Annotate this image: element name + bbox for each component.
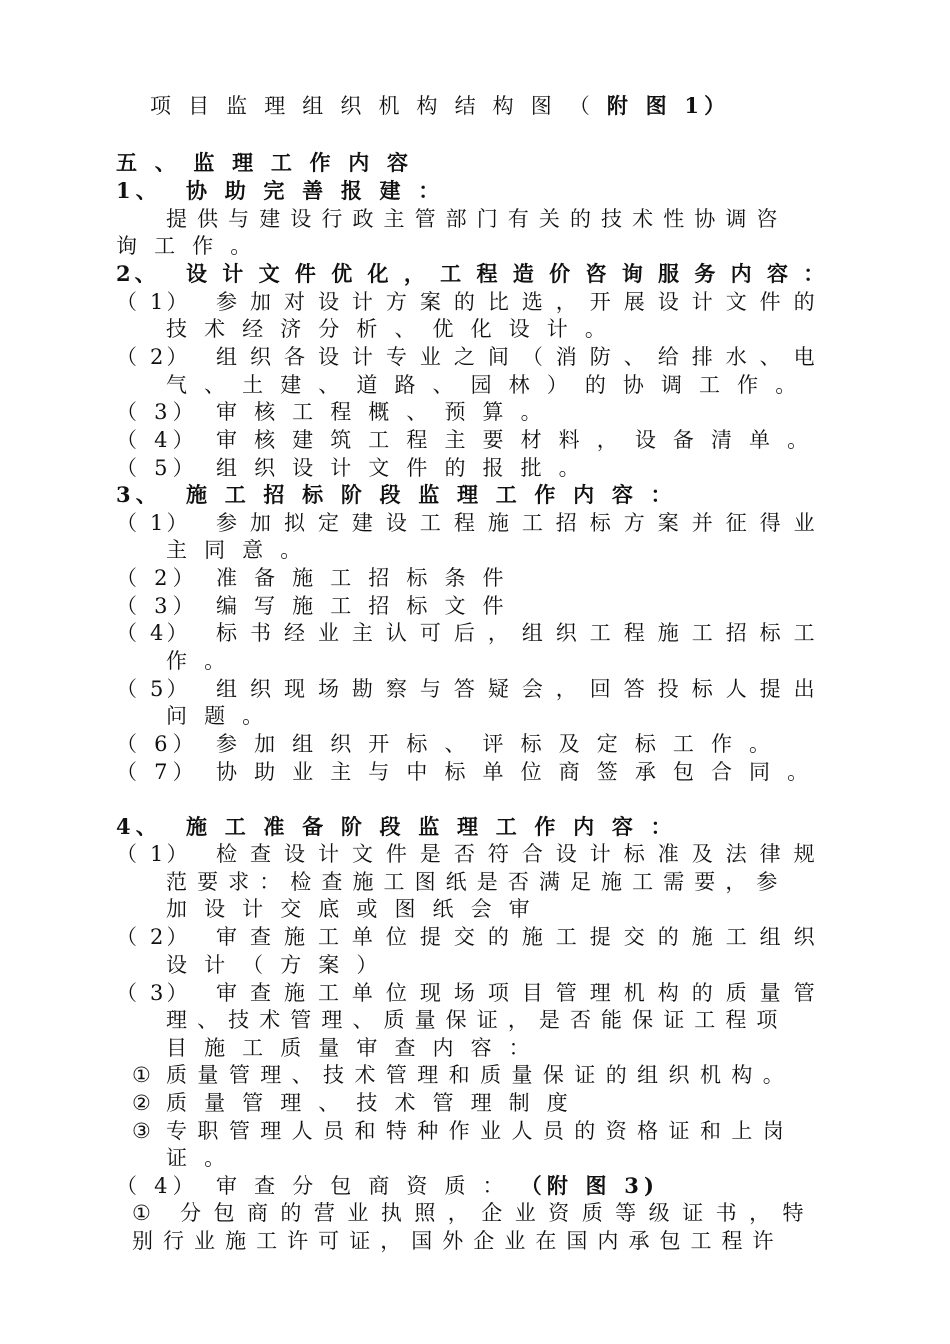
list-item <box>116 592 509 620</box>
item-number: （ 2） <box>116 925 191 949</box>
item-number: （ 4） <box>116 1174 199 1198</box>
item-text: 参 加 对 设 计 方 案 的 比 选 ， 开 展 设 计 文 件 的 <box>216 290 818 314</box>
list-item <box>116 454 585 482</box>
circled-number: ① <box>132 1201 154 1225</box>
circled-number: ③ <box>132 1119 153 1143</box>
caption-text: 项 目 监 理 组 织 机 构 结 构 图 （ <box>150 94 596 118</box>
list-item <box>116 675 818 703</box>
list-item-continuation: 设 计 （ 方 案 ） <box>166 953 383 977</box>
item-text: 审 查 分 包 商 资 质 ： <box>216 1174 509 1198</box>
item-text: 分 包 商 的 营 业 执 照 ， 企 业 资 质 等 级 证 书 ， 特 <box>180 1201 807 1225</box>
sub-list-item <box>132 1089 573 1117</box>
subsection-heading <box>116 813 677 841</box>
circled-number: ② <box>132 1091 157 1115</box>
list-item-continuation: 问 题 。 <box>166 704 269 728</box>
subsection-number: 4、 <box>116 814 163 839</box>
item-text: 审 核 工 程 概 、 预 算 。 <box>216 400 547 424</box>
list-item-continuation: 范 要 求 ： 检 查 施 工 图 纸 是 否 满 足 施 工 需 要 ， 参 <box>166 870 780 894</box>
list-item-continuation: 理 、 技 术 管 理 、 质 量 保 证 ， 是 否 能 保 证 工 程 项 <box>166 1008 780 1032</box>
item-number: （ 3） <box>116 981 191 1005</box>
list-item <box>116 426 813 454</box>
subsection-heading <box>116 177 444 205</box>
item-number: （ 2） <box>116 345 191 369</box>
figure-reference: （附 图 3) <box>520 1173 660 1198</box>
item-number: （ 7） <box>116 760 199 784</box>
list-item <box>116 398 547 426</box>
item-text: 协 助 业 主 与 中 标 单 位 商 签 承 包 合 同 。 <box>216 760 814 784</box>
subsection-title: 施 工 准 备 阶 段 监 理 工 作 内 容 ： <box>186 814 677 839</box>
list-item <box>116 730 775 758</box>
list-item <box>116 758 813 786</box>
item-number: （ 5） <box>116 677 191 701</box>
item-text: 编 写 施 工 招 标 文 件 <box>216 594 509 618</box>
list-item <box>116 564 509 592</box>
item-text: 组 织 现 场 勘 察 与 答 疑 会 ， 回 答 投 标 人 提 出 <box>216 677 818 701</box>
list-item <box>116 1172 659 1200</box>
item-number: （ 5） <box>116 456 199 480</box>
item-number: （ 3） <box>116 594 199 618</box>
item-number: （ 1） <box>116 290 191 314</box>
list-item-continuation: 气 、 土 建 、 道 路 、 园 林 ） 的 协 调 工 作 。 <box>166 373 802 397</box>
list-item-continuation: 别 行 业 施 工 许 可 证 ， 国 外 企 业 在 国 内 承 包 工 程 许 <box>132 1229 776 1253</box>
subsection-title: 协 助 完 善 报 建 ： <box>186 178 445 203</box>
item-text: 审 查 施 工 单 位 现 场 项 目 管 理 机 构 的 质 量 管 <box>216 981 818 1005</box>
item-text: 标 书 经 业 主 认 可 后 ， 组 织 工 程 施 工 招 标 工 <box>216 621 818 645</box>
item-text: 参 加 拟 定 建 设 工 程 施 工 招 标 方 案 并 征 得 业 <box>216 511 818 535</box>
item-text: 质 量 管 理 、 技 术 管 理 制 度 <box>166 1091 573 1115</box>
subsection-heading <box>116 260 828 288</box>
item-number: （ 4） <box>116 621 191 645</box>
item-number: （ 3） <box>116 400 199 424</box>
list-item-continuation: 作 。 <box>166 649 231 673</box>
list-item-continuation: 目 施 工 质 量 审 查 内 容 ： <box>166 1036 535 1060</box>
list-item <box>116 288 818 316</box>
item-text: 检 查 设 计 文 件 是 否 符 合 设 计 标 准 及 法 律 规 <box>216 842 818 866</box>
figure-caption <box>150 92 730 120</box>
item-text: 质 量 管 理 、 技 术 管 理 和 质 量 保 证 的 组 织 机 构 。 <box>166 1063 786 1087</box>
paragraph-line: 询 工 作 。 <box>116 234 257 258</box>
sub-list-item <box>132 1199 806 1227</box>
list-item-continuation: 证 。 <box>166 1146 231 1170</box>
item-text: 准 备 施 工 招 标 条 件 <box>216 566 509 590</box>
item-text: 组 织 各 设 计 专 业 之 间 （ 消 防 、 给 排 水 、 电 <box>216 345 818 369</box>
item-number: （ 4） <box>116 428 199 452</box>
list-item-continuation: 主 同 意 。 <box>166 538 307 562</box>
circled-number: ① <box>132 1063 153 1087</box>
sub-list-item <box>132 1117 786 1145</box>
subsection-title: 设 计 文 件 优 化 ， 工 程 造 价 咨 询 服 务 内 容 ： <box>186 261 829 286</box>
subsection-title: 施 工 招 标 阶 段 监 理 工 作 内 容 ： <box>186 482 677 507</box>
item-text: 审 查 施 工 单 位 提 交 的 施 工 提 交 的 施 工 组 织 <box>216 925 818 949</box>
item-number: （ 6） <box>116 732 199 756</box>
item-number: （ 1） <box>116 842 191 866</box>
sub-list-item <box>132 1061 786 1089</box>
list-item <box>116 840 818 868</box>
item-text: 参 加 组 织 开 标 、 评 标 及 定 标 工 作 。 <box>216 732 776 756</box>
caption-figure-ref: 附 图 1） <box>606 93 731 118</box>
list-item-continuation: 加 设 计 交 底 或 图 纸 会 审 <box>166 897 535 921</box>
subsection-number: 2、 <box>116 261 160 286</box>
item-number: （ 1） <box>116 511 191 535</box>
subsection-heading <box>116 481 677 509</box>
item-number: （ 2） <box>116 566 199 590</box>
list-item <box>116 619 818 647</box>
list-item <box>116 923 818 951</box>
subsection-number: 1、 <box>116 178 163 203</box>
subsection-number: 3、 <box>116 482 163 507</box>
section-heading: 五 、 监 理 工 作 内 容 <box>116 150 414 175</box>
item-text: 审 核 建 筑 工 程 主 要 材 料 ， 设 备 清 单 。 <box>216 428 814 452</box>
list-item <box>116 979 818 1007</box>
item-text: 专 职 管 理 人 员 和 特 种 作 业 人 员 的 资 格 证 和 上 岗 <box>166 1119 786 1143</box>
paragraph-line: 提 供 与 建 设 行 政 主 管 部 门 有 关 的 技 术 性 协 调 咨 <box>166 207 780 231</box>
item-text: 组 织 设 计 文 件 的 报 批 。 <box>216 456 585 480</box>
list-item-continuation: 技 术 经 济 分 析 、 优 化 设 计 。 <box>166 317 612 341</box>
list-item <box>116 509 818 537</box>
list-item <box>116 343 818 371</box>
